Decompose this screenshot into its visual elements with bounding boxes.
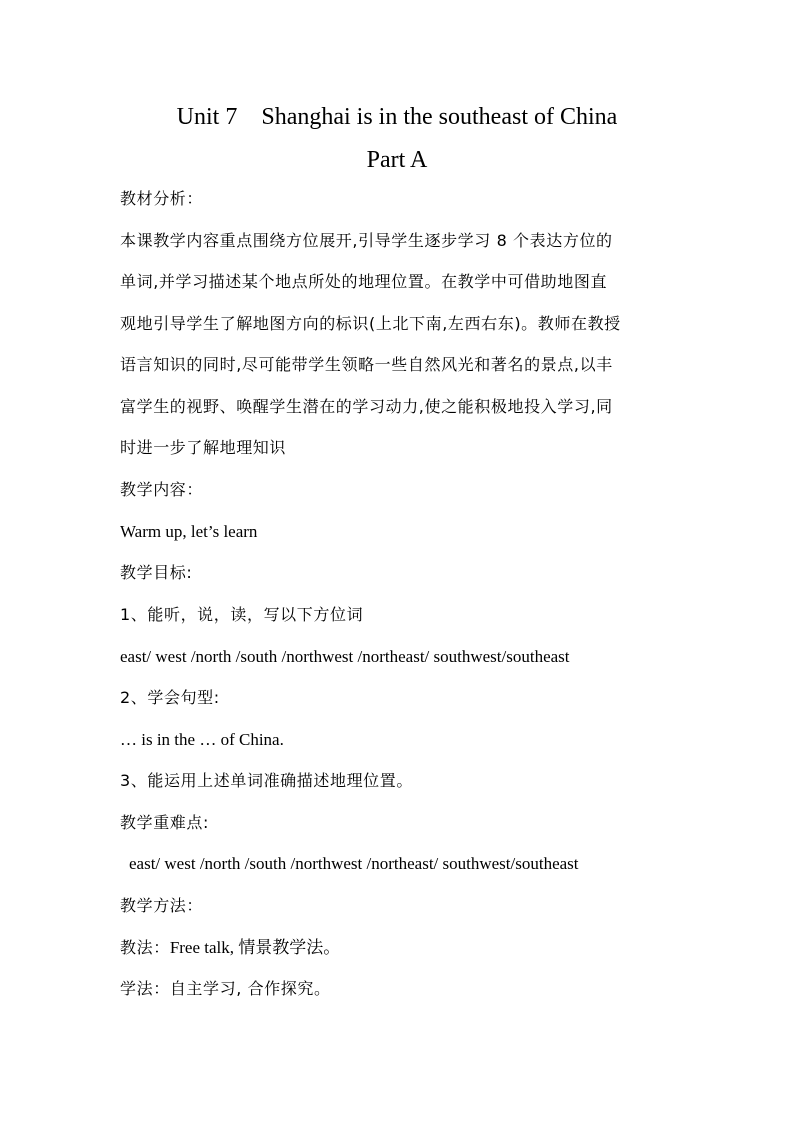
learning-method-value: 自主学习, 合作探究。 — [169, 979, 331, 998]
teaching-method-value: Free talk, 情景教学法。 — [169, 938, 341, 957]
unit-title: Shanghai is in the southeast of China — [261, 104, 618, 130]
learning-method — [120, 978, 678, 1001]
key-points-words: east/ west /north /south /northwest /northeast/ southwest/southeast — [129, 854, 579, 873]
content-text: Warm up, let’s learn — [120, 522, 258, 541]
methods-heading: 教学方法： — [120, 896, 204, 915]
teaching-method — [120, 937, 678, 960]
goal-3: 3、能运用上述单词准确描述地理位置。 — [120, 771, 413, 790]
analysis-heading: 教材分析： — [120, 189, 204, 208]
key-points-heading: 教学重难点: — [120, 813, 209, 832]
analysis-line-4: 语言知识的同时,尽可能带学生领略一些自然风光和著名的景点,以丰 — [120, 355, 613, 374]
goal-1-words: east/ west /north /south /northwest /northeast/ southwest/southeast — [120, 647, 570, 666]
analysis-line-5: 富学生的视野、唤醒学生潜在的学习动力,使之能积极地投入学习,同 — [120, 397, 613, 416]
analysis-line-6: 时进一步了解地理知识 — [120, 438, 287, 457]
learning-method-label: 学法： — [120, 979, 170, 998]
unit-number: Unit 7 — [176, 104, 238, 130]
document-title — [0, 102, 794, 132]
analysis-line-3: 观地引导学生了解地图方向的标识(上北下南,左西右东)。教师在教授 — [120, 314, 621, 333]
analysis-line-2: 单词,并学习描述某个地点所处的地理位置。在教学中可借助地图直 — [120, 272, 608, 291]
goals-heading: 教学目标: — [120, 563, 193, 582]
teaching-method-label: 教法： — [120, 938, 170, 957]
goal-2-sentence: … is in the … of China. — [120, 730, 284, 749]
content-heading: 教学内容： — [120, 480, 204, 499]
document-subtitle: Part A — [366, 147, 428, 173]
goal-1: 1、能听，说，读，写以下方位词 — [120, 605, 364, 624]
analysis-line-1: 本课教学内容重点围绕方位展开,引导学生逐步学习 8 个表达方位的 — [120, 231, 613, 250]
goal-2: 2、学会句型: — [120, 688, 220, 707]
